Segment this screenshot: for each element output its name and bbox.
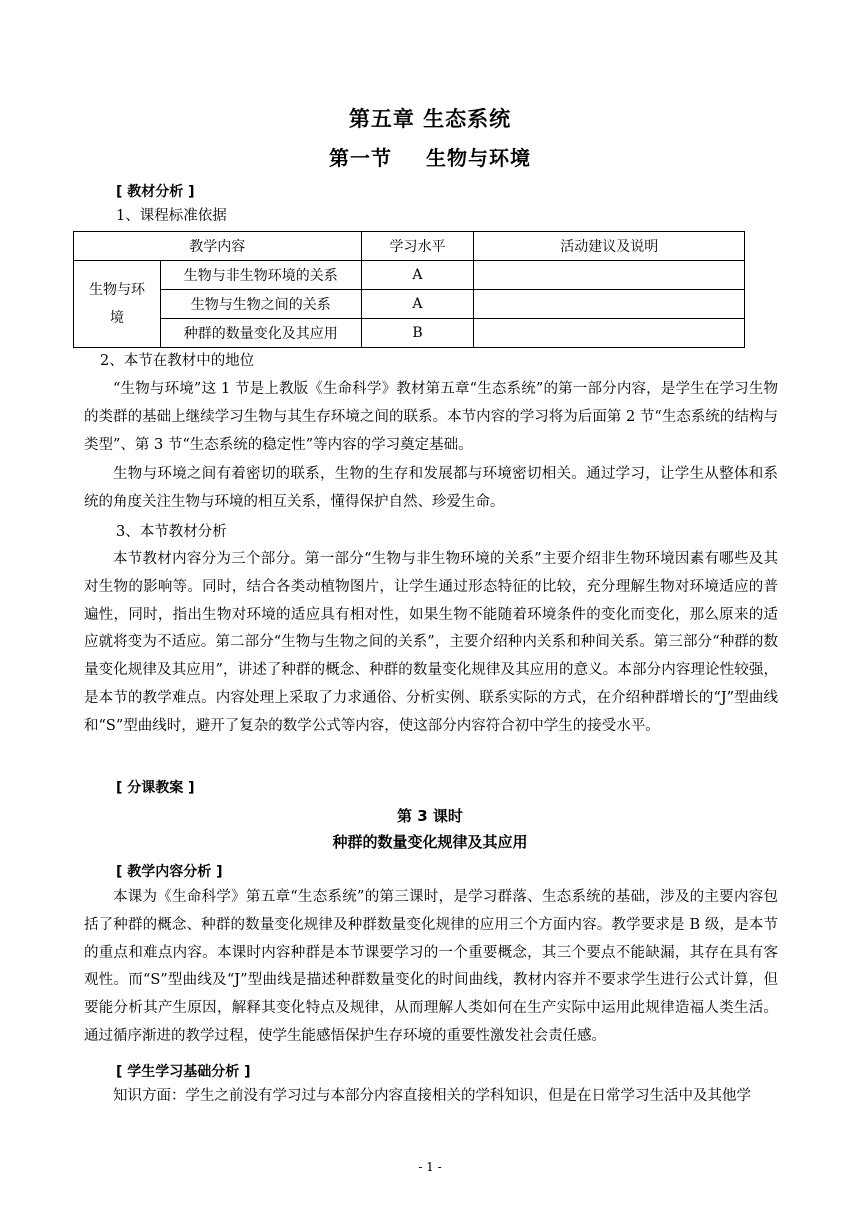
curriculum-standard-table — [73, 231, 745, 348]
table-cell: A — [361, 261, 474, 290]
lesson-title: 第 3 课时 — [397, 807, 463, 825]
item2-paragraph: “生物与环境”这 1 节是上教版《生命科学》教材第五章“生态系统”的第一部分内容，是学生在学习生物的类群的基础上继续学习生物与其生存环境之间的联系。本节内容的学习将为后面第 2 节“生态系统的结构与类型”、第 3 节“生态系统的稳定性”等内容的学习奠定基础。 — [84, 381, 778, 453]
student-analysis-paragraph: 知识方面：学生之前没有学习过与本部分内容直接相关的学科知识，但是在日常学习生活中及其他学 — [113, 1088, 751, 1104]
table-cell: 生物与生物之间的关系 — [160, 290, 361, 319]
table-group-cell: 生物与环境 — [74, 261, 161, 348]
item1-heading: 1、课程标准依据 — [116, 208, 227, 224]
table-row — [74, 319, 745, 348]
table-cell: 生物与非生物环境的关系 — [160, 261, 361, 290]
chapter-title: 第五章 生态系统 — [348, 107, 512, 131]
table-header-cell: 活动建议及说明 — [474, 232, 745, 261]
section-title — [0, 142, 860, 171]
page-number: - 1 - — [418, 1160, 442, 1174]
content-analysis-paragraph: 本课为《生命科学》第五章“生态系统”的第三课时，是学习群落、生态系统的基础，涉及的主要内容包括了种群的概念、种群的数量变化规律及种群数量变化规律的应用三个方面内容。教学要求是 B 级，是本节的重点和难点内容。本课时内容种群是本节课要学习的一个重要概念，其三个要点不能缺漏，其存在具有客观性。而“S”型曲线及“J”型曲线是描述种群数量变化的时间曲线，教材内容并不要求学生进行公式计算，但要能分析其产生原因，解释其变化特点及规律，从而理解人类如何在生产实际中运用此规律造福人类生活。通过循序渐进的教学过程，使学生能感悟保护生存环境的重要性激发社会责任感。 — [84, 889, 778, 1044]
item2-paragraph: 生物与环境之间有着密切的联系，生物的生存和发展都与环境密切相关。通过学习，让学生从整体和系统的角度关注生物与环境的相互关系，懂得保护自然、珍爱生命。 — [84, 466, 778, 510]
item2-heading: 2、本节在教材中的地位 — [100, 353, 255, 369]
section-number: 第一节 — [329, 146, 392, 170]
lesson-plan-heading: [ 分课教案 ] — [116, 780, 195, 796]
table-header-cell: 教学内容 — [74, 232, 362, 261]
table-cell — [474, 261, 745, 290]
table-cell: A — [361, 290, 474, 319]
section-name: 生物与环境 — [426, 146, 531, 170]
table-cell — [474, 290, 745, 319]
table-header-row — [74, 232, 745, 261]
table-row — [74, 261, 745, 290]
student-analysis-heading: [ 学生学习基础分析 ] — [116, 1064, 251, 1080]
table-cell: B — [361, 319, 474, 348]
table-cell: 种群的数量变化及其应用 — [160, 319, 361, 348]
table-cell — [474, 319, 745, 348]
lesson-subtitle: 种群的数量变化规律及其应用 — [332, 833, 528, 851]
item3-paragraph: 本节教材内容分为三个部分。第一部分“生物与非生物环境的关系”主要介绍非生物环境因素有哪些及其对生物的影响等。同时，结合各类动植物图片，让学生通过形态特征的比较，充分理解生物对环境适应的普遍性，同时，指出生物对环境的适应具有相对性，如果生物不能随着环境条件的变化而变化，那么原来的适应就将变为不适应。第二部分“生物与生物之间的关系”，主要介绍种内关系和种间关系。第三部分“种群的数量变化规律及其应用”，讲述了种群的概念、种群的数量变化规律及其应用的意义。本部分内容理论性较强，是本节的教学难点。内容处理上采取了力求通俗、分析实例、联系实际的方式，在介绍种群增长的“J”型曲线和“S”型曲线时，避开了复杂的数学公式等内容，使这部分内容符合初中学生的接受水平。 — [84, 551, 778, 734]
table-header-cell: 学习水平 — [361, 232, 474, 261]
content-analysis-heading: [ 教学内容分析 ] — [116, 864, 223, 880]
textbook-analysis-heading: [ 教材分析 ] — [116, 184, 195, 200]
table-row — [74, 290, 745, 319]
item3-heading: 3、本节教材分析 — [116, 524, 227, 540]
